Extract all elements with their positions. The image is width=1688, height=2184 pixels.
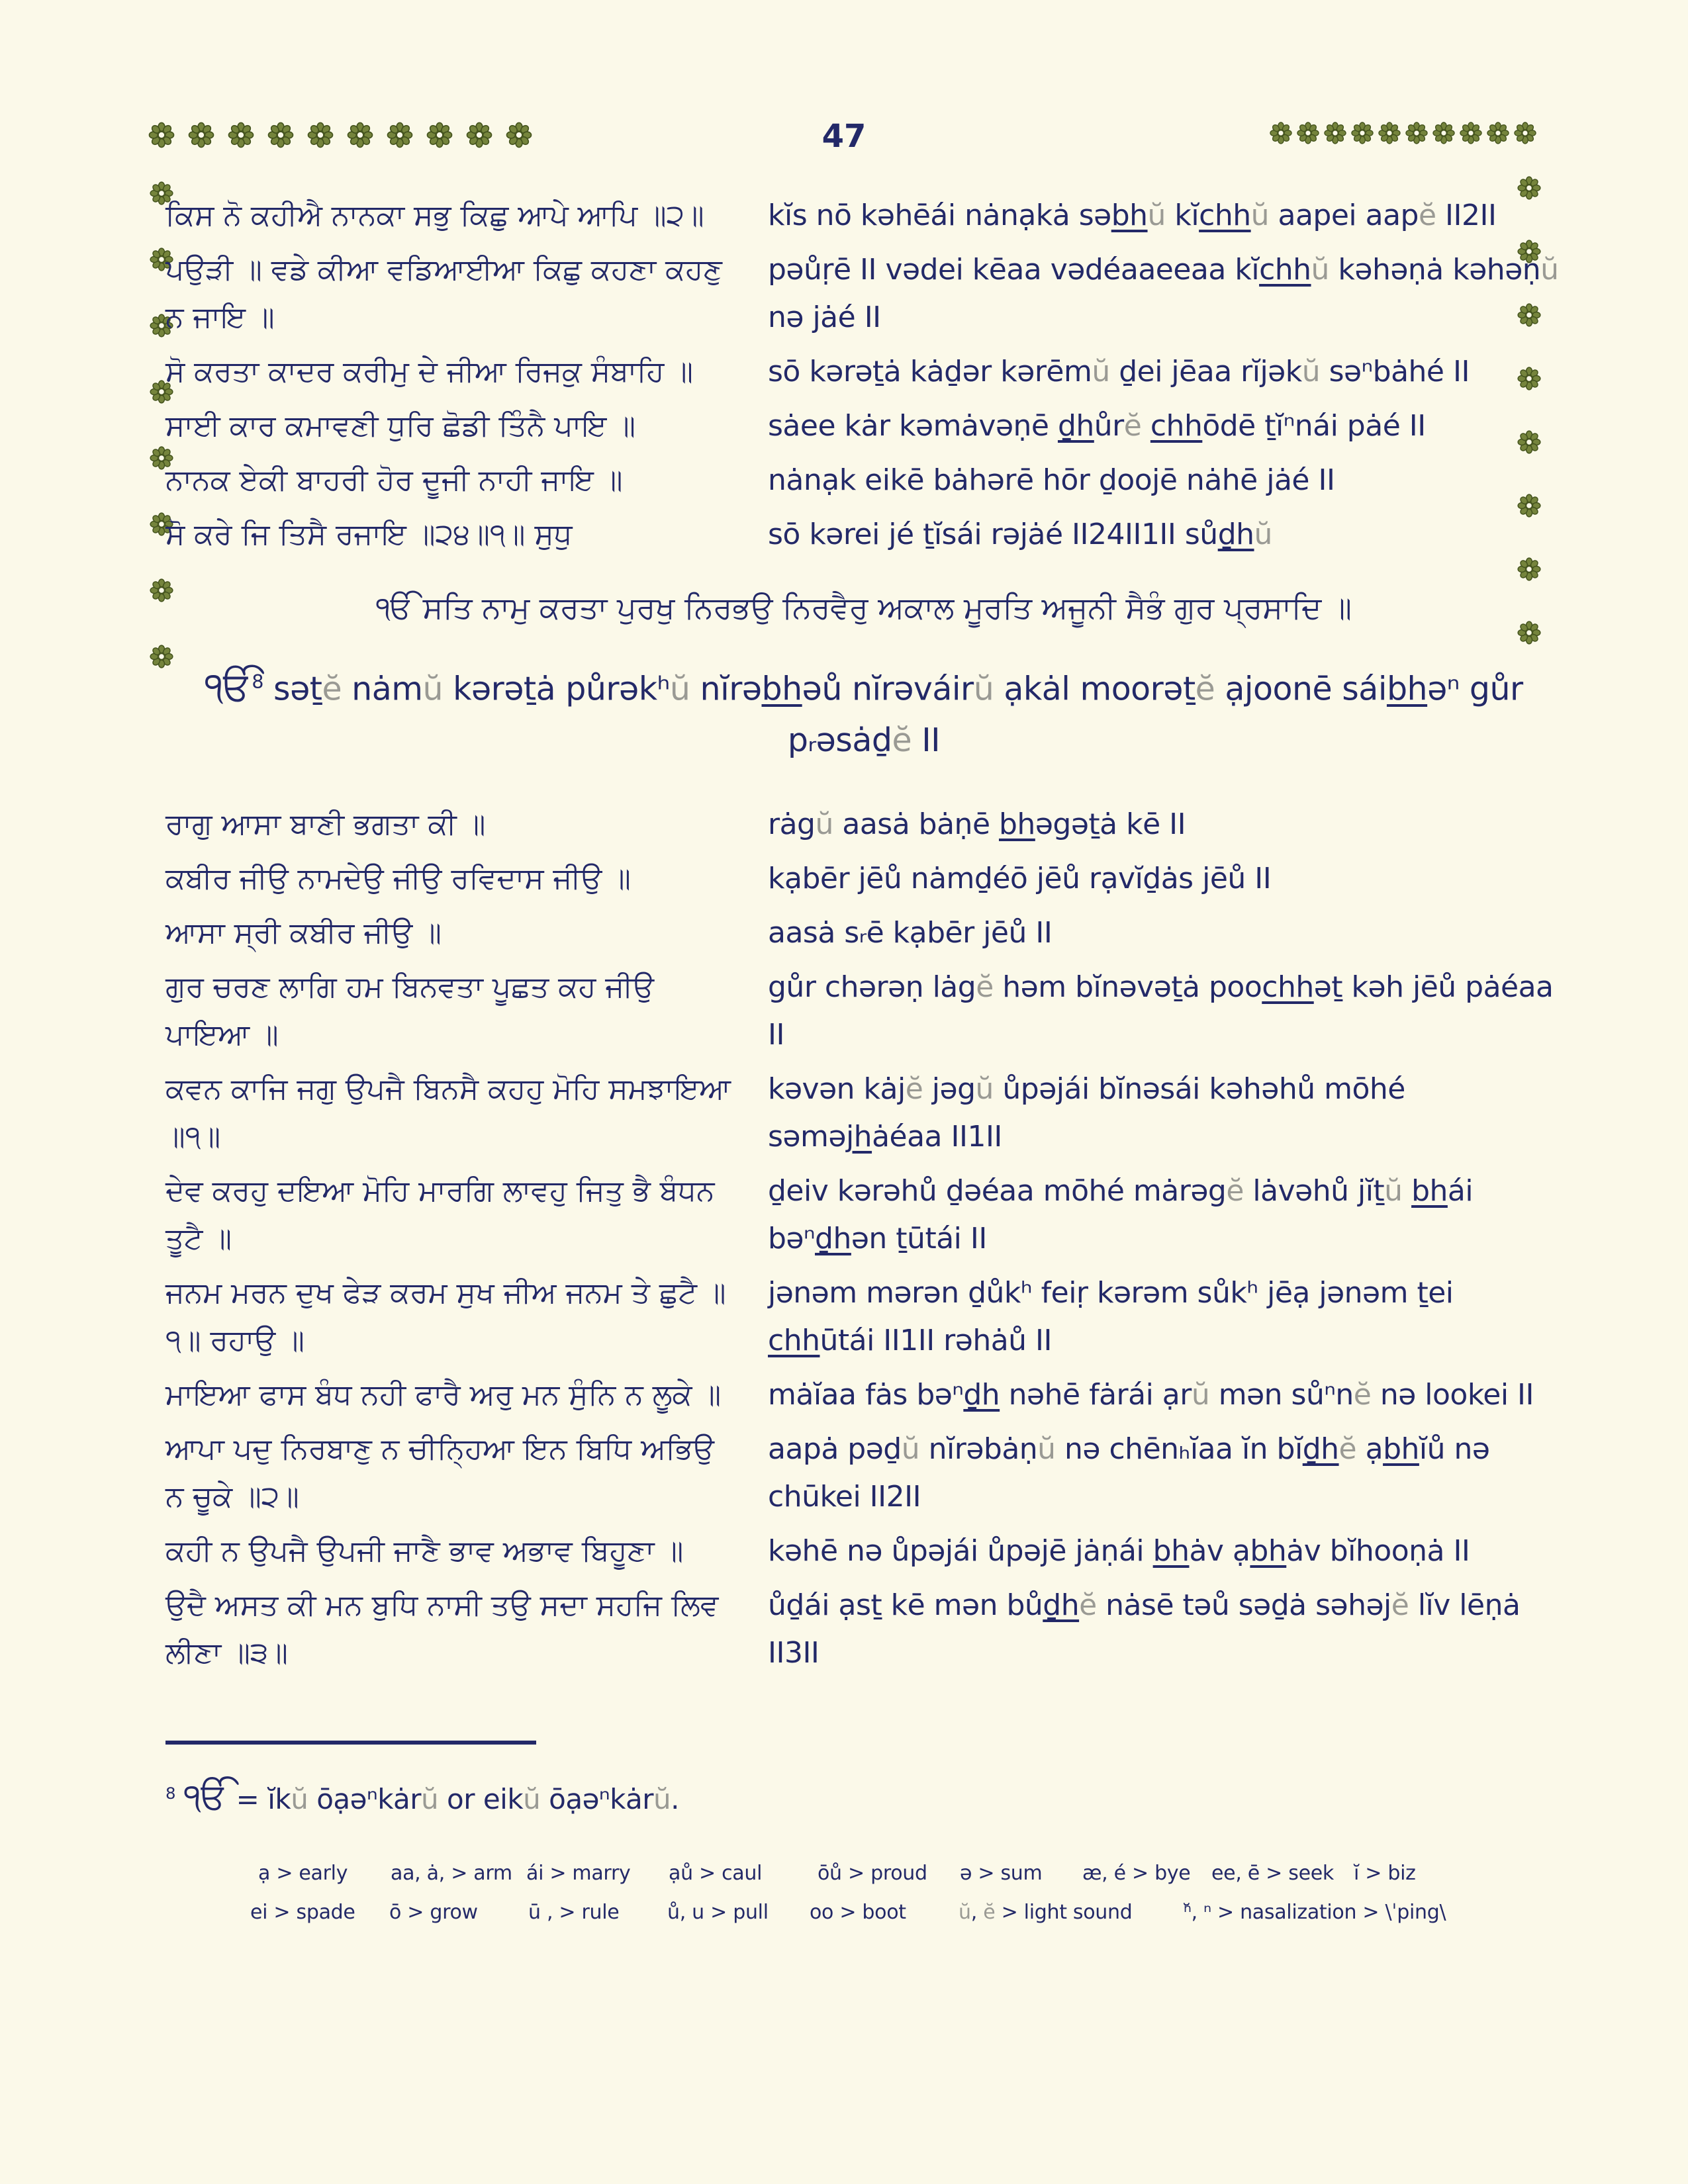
verse-row	[165, 246, 1562, 341]
light-sound-letter: ĕ	[1353, 1378, 1372, 1412]
verse-row	[165, 1269, 1562, 1365]
verses-top-section	[165, 192, 1562, 559]
light-sound-letter: ŭ	[973, 670, 994, 708]
ek-onkar-symbol: ੴ	[183, 1775, 228, 1818]
verse-row	[165, 1371, 1562, 1419]
light-sound-letter: ĕ	[322, 670, 342, 708]
light-sound-letter: ŭ	[1301, 355, 1321, 388]
light-sound-letter: ŭ	[653, 1783, 671, 1816]
pronunciation-key-row-1	[165, 1862, 1562, 1885]
pronunciation-key-item: aa, ȧ, > arm	[391, 1862, 512, 1886]
flower-icon	[1268, 120, 1293, 146]
verse-row	[165, 1167, 1562, 1263]
gurmukhi-text: ਰਾਗੁ ਆਸਾ ਬਾਣੀ ਭਗਤਾ ਕੀ ॥	[165, 807, 486, 842]
verse-row	[165, 855, 1562, 903]
light-sound-letter: ŭ	[1191, 1378, 1210, 1412]
verse-row	[165, 192, 1562, 240]
transliteration-text: sō kərəṯȧ kȧḏər kərēmŭ ḏei jēaa rĭjəkŭ səⁿbȧhé II	[768, 355, 1470, 388]
gurmukhi-text: ਜਨਮ ਮਰਨ ਦੁਖ ਫੇੜ ਕਰਮ ਸੁਖ ਜੀਅ ਜਨਮ ਤੇ ਛੁਟੈ ॥੧॥ ਰਹਾਉ ॥	[165, 1276, 726, 1358]
verse-row	[165, 1527, 1562, 1575]
page-number: 47	[821, 118, 867, 155]
transliteration-text: kəvən kȧjĕ jəgŭ ůpəjái bĭnəsái kəhəhů mōhé səməjhȧéaa II1II	[768, 1072, 1405, 1154]
transliteration-text: gůr chərəṇ lȧgĕ həm bĭnəvəṯȧ poochhəṯ kəh jēů pȧéaa II	[768, 970, 1554, 1052]
page-content	[165, 192, 1562, 1940]
gurmukhi-text: ਪਉੜੀ ॥ ਵਡੇ ਕੀਆ ਵਡਿਆਈਆ ਕਿਛੁ ਕਹਣਾ ਕਹਣੁ ਨ ਜਾਇ ॥	[165, 253, 722, 334]
pronunciation-key-row-2	[165, 1901, 1562, 1924]
gurmukhi-text: ਸੋ ਕਰੇ ਜਿ ਤਿਸੈ ਰਜਾਇ ॥੨੪॥੧॥ ਸੁਧੁ	[165, 518, 573, 551]
gurmukhi-text: ਦੇਵ ਕਰਹੁ ਦਇਆ ਮੋਹਿ ਮਾਰਗਿ ਲਾਵਹੁ ਜਿਤੁ ਭੈ ਬੰਧਨ ਤੂਟੈ ॥	[165, 1174, 715, 1256]
verse-row	[165, 801, 1562, 848]
flower-icon	[1431, 120, 1456, 146]
pronunciation-key-item: ů, u > pull	[667, 1901, 769, 1925]
gurmukhi-text: ਨਾਨਕ ਏਕੀ ਬਾਹਰੀ ਹੋਰ ਦੂਜੀ ਨਾਹੀ ਜਾਇ ॥	[165, 463, 623, 497]
verse-row	[165, 511, 1562, 559]
light-sound-letter: ŭ	[421, 1783, 439, 1816]
verse-row	[165, 1582, 1562, 1677]
light-sound-letter: ŭ	[1147, 199, 1166, 232]
footnote-marker: 8	[165, 1784, 175, 1803]
transliteration-text: rȧgŭ aasȧ bȧṇē bhəgəṯȧ kē II	[768, 807, 1186, 842]
gurmukhi-text: ਕਿਸ ਨੋ ਕਹੀਐ ਨਾਨਕਾ ਸਭੁ ਕਿਛੁ ਆਪੇ ਆਪਿ ॥੨॥	[165, 199, 704, 232]
verse-row	[165, 964, 1562, 1059]
transliteration-text: jənəm mərən ḏůkʰ feiṛ kərəm sůkʰ jēạ jənəm ṯei chhūtái II1II rəhȧů II	[768, 1276, 1454, 1358]
pronunciation-key-item: ⁿ̆, ⁿ > nasalization > \ˈping\	[1184, 1901, 1446, 1925]
verse-row	[165, 402, 1562, 450]
flower-icon	[1377, 120, 1402, 146]
gurmukhi-text: ਮਾਇਆ ਫਾਸ ਬੰਧ ਨਹੀ ਫਾਰੈ ਅਰੁ ਮਨ ਸੁੰਨਿ ਨ ਲੂਕੇ ॥	[165, 1378, 722, 1412]
light-sound-letter: ŭ	[291, 1783, 308, 1816]
light-sound-letter: ŭ	[1311, 253, 1329, 287]
light-sound-letter: ĕ	[983, 1901, 996, 1925]
pronunciation-key-item: ái > marry	[526, 1862, 631, 1886]
light-sound-letter: ĕ	[1226, 1174, 1244, 1208]
gurmukhi-text: ਕਵਨ ਕਾਜਿ ਜਗੁ ਉਪਜੈ ਬਿਨਸੈ ਕਹਹੁ ਮੋਹਿ ਸਮਝਾਇਆ ॥੧॥	[165, 1072, 731, 1154]
light-sound-letter: ŭ	[1254, 518, 1272, 551]
light-sound-letter: ŭ	[1250, 199, 1269, 232]
light-sound-letter: ŭ	[1092, 355, 1110, 388]
light-sound-letter: ĕ	[1338, 1432, 1357, 1467]
pronunciation-key-item: ŭ, ĕ > light sound	[959, 1901, 1133, 1925]
pronunciation-key-item: ạ > early	[258, 1862, 348, 1886]
gurmukhi-text: ਆਪਾ ਪਦੁ ਨਿਰਬਾਣੁ ਨ ਚੀਨ੍ਹਿਆ ਇਨ ਬਿਧਿ ਅਭਿਉ ਨ ਚੂਕੇ ॥੨॥	[165, 1432, 714, 1514]
mool-mantar-block	[165, 581, 1562, 766]
transliteration-text: sȧee kȧr kəmȧvəṇē ḏhůrĕ chhōdē ṯĭⁿnái pȧé II	[768, 409, 1426, 443]
mool-mantar-gurmukhi: ੴ ਸਤਿ ਨਾਮੁ ਕਰਤਾ ਪੁਰਖੁ ਨਿਰਭਉ ਨਿਰਵੈਰੁ ਅਕਾਲ ਮੂਰਤਿ ਅਜੂਨੀ ਸੈਭੰ ਗੁਰ ਪ੍ਰਸਾਦਿ ॥	[376, 590, 1352, 625]
transliteration-text: kạbēr jēů nȧmḏéō jēů rạvĭḏȧs jēů II	[768, 862, 1272, 896]
pronunciation-key-item: æ, é > bye	[1082, 1862, 1191, 1886]
footnote-text: = ĭkŭ ōạəⁿkȧrŭ or eikŭ ōạəⁿkȧrŭ.	[236, 1783, 679, 1816]
pronunciation-key-item: ee, ē > seek	[1211, 1862, 1334, 1886]
verse-row	[165, 909, 1562, 957]
light-sound-letter: ŭ	[1540, 253, 1559, 287]
gurmukhi-text: ਸੋ ਕਰਤਾ ਕਾਦਰ ਕਰੀਮੁ ਦੇ ਜੀਆ ਰਿਜਕੁ ਸੰਬਾਹਿ ॥	[165, 355, 694, 388]
transliteration-text: aapȧ pəḏŭ nĭrəbȧṇŭ nə chēnₕĭaa ĭn bĭḏhĕ ạbhĭů nə chūkei II2II	[768, 1432, 1490, 1514]
light-sound-letter: ĕ	[1079, 1588, 1097, 1623]
flower-icon	[1458, 120, 1483, 146]
gurmukhi-text: ਕਬੀਰ ਜੀਉ ਨਾਮਦੇਉ ਜੀਉ ਰਵਿਦਾਸ ਜੀਉ ॥	[165, 862, 631, 896]
pronunciation-key-item: oo > boot	[810, 1901, 906, 1925]
light-sound-letter: ŭ	[1384, 1174, 1403, 1208]
light-sound-letter: ĕ	[1418, 199, 1436, 232]
flower-icon	[1295, 120, 1321, 146]
footnote	[165, 1775, 1562, 1818]
light-sound-letter: ĕ	[905, 1072, 923, 1107]
light-sound-letter: ŭ	[815, 807, 833, 842]
light-sound-letter: ŭ	[975, 1072, 994, 1107]
transliteration-text: sō kərei jé ṯĭsái rəjȧé II24II1II sůḏhŭ	[768, 518, 1272, 551]
flower-icon	[1404, 120, 1429, 146]
light-sound-letter: ĕ	[892, 721, 912, 760]
transliteration-text: ůḏái ạsṯ kē mən bůḏhĕ nȧsē təů səḏȧ səhəjĕ lĭv lēṇȧ II3II	[768, 1588, 1521, 1670]
light-sound-letter: ŭ	[422, 670, 444, 708]
light-sound-letter: ĕ	[976, 970, 994, 1005]
pronunciation-key-item: ōů > proud	[818, 1862, 927, 1886]
flower-border-top-right	[1268, 120, 1538, 146]
light-sound-letter: ĕ	[1391, 1588, 1409, 1623]
flower-icon	[1323, 120, 1348, 146]
light-sound-letter: ŭ	[901, 1432, 920, 1467]
pronunciation-key-item: ĭ > biz	[1354, 1862, 1416, 1886]
pronunciation-key-item: ạů > caul	[669, 1862, 763, 1886]
pronunciation-key-item: ə > sum	[960, 1862, 1043, 1886]
transliteration-text: aasȧ sᵣē kạbēr jēů II	[768, 916, 1053, 950]
transliteration-text: nȧnạk eikē bȧhərē hōr ḏoojē nȧhē jȧé II	[768, 463, 1335, 497]
transliteration-text: ḏeiv kərəhů ḏəéaa mōhé mȧrəgĕ lȧvəhů jĭṯŭ bhái bəⁿḏhən ṯūtái II	[768, 1174, 1474, 1256]
pronunciation-key	[165, 1862, 1562, 1924]
light-sound-letter: ĕ	[1195, 670, 1215, 708]
transliteration-text: kəhē nə ůpəjái ůpəjē jȧṇái bhȧv ạbhȧv bĭhooṇȧ II	[768, 1534, 1470, 1569]
pronunciation-key-item: ō > grow	[389, 1901, 478, 1925]
flower-icon	[1513, 120, 1538, 146]
gurmukhi-text: ਕਹੀ ਨ ਉਪਜੈ ਉਪਜੀ ਜਾਣੈ ਭਾਵ ਅਭਾਵ ਬਿਹੂਣਾ ॥	[165, 1534, 684, 1569]
transliteration-text: pəůṛē II vədei kēaa vədéaaeeaa kĭchhŭ kəhəṇȧ kəhəṇŭ nə jȧé II	[768, 253, 1559, 334]
flower-icon	[1485, 120, 1511, 146]
pronunciation-key-item: ū , > rule	[528, 1901, 620, 1925]
gurmukhi-text: ਉਦੈ ਅਸਤ ਕੀ ਮਨ ਬੁਧਿ ਨਾਸੀ ਤਉ ਸਦਾ ਸਹਜਿ ਲਿਵ ਲੀਣਾ ॥੩॥	[165, 1588, 719, 1670]
verse-row	[165, 1426, 1562, 1521]
light-sound-letter: ŭ	[669, 670, 690, 708]
gurmukhi-text: ਗੁਰ ਚਰਣ ਲਾਗਿ ਹਮ ਬਿਨਵਤਾ ਪੂਛਤ ਕਹ ਜੀਉ ਪਾਇਆ ॥	[165, 970, 655, 1052]
transliteration-text: mȧĭaa fȧs bəⁿḏh nəhē fȧrái ạrŭ mən sůⁿnĕ nə lookei II	[768, 1378, 1534, 1412]
verses-bottom-section	[165, 801, 1562, 1677]
mool-mantar-translit-text: səṯĕ nȧmŭ kərəṯȧ půrəkʰŭ nĭrəbhəů nĭrəváirŭ ạkȧl moorəṯĕ ạjoonē sáibhəⁿ gůr pᵣəsȧḏĕ II	[273, 670, 1523, 760]
transliteration-text: kĭs nō kəhēái nȧnạkȧ səbhŭ kĭchhŭ aapei aapĕ II2II	[768, 199, 1497, 232]
light-sound-letter: ŭ	[523, 1783, 541, 1816]
pronunciation-key-item: ei > spade	[250, 1901, 355, 1925]
light-sound-letter: ĕ	[1123, 409, 1142, 443]
gurmukhi-text: ਸਾਈ ਕਾਰ ਕਮਾਵਣੀ ਧੁਰਿ ਛੋਡੀ ਤਿੰਨੈ ਪਾਇ ॥	[165, 409, 636, 443]
flower-icon	[1350, 120, 1375, 146]
verse-row	[165, 457, 1562, 504]
light-sound-letter: ŭ	[1037, 1432, 1056, 1467]
footnote-divider	[165, 1741, 536, 1745]
footnote-reference: 8	[252, 671, 263, 693]
verse-row	[165, 348, 1562, 396]
ek-onkar-symbol: ੴ	[205, 663, 252, 709]
light-sound-letter: ŭ	[959, 1901, 971, 1925]
mool-mantar-transliteration	[165, 657, 1562, 766]
gurmukhi-text: ਆਸਾ ਸ੍ਰੀ ਕਬੀਰ ਜੀਉ ॥	[165, 916, 442, 950]
verse-row	[165, 1066, 1562, 1161]
